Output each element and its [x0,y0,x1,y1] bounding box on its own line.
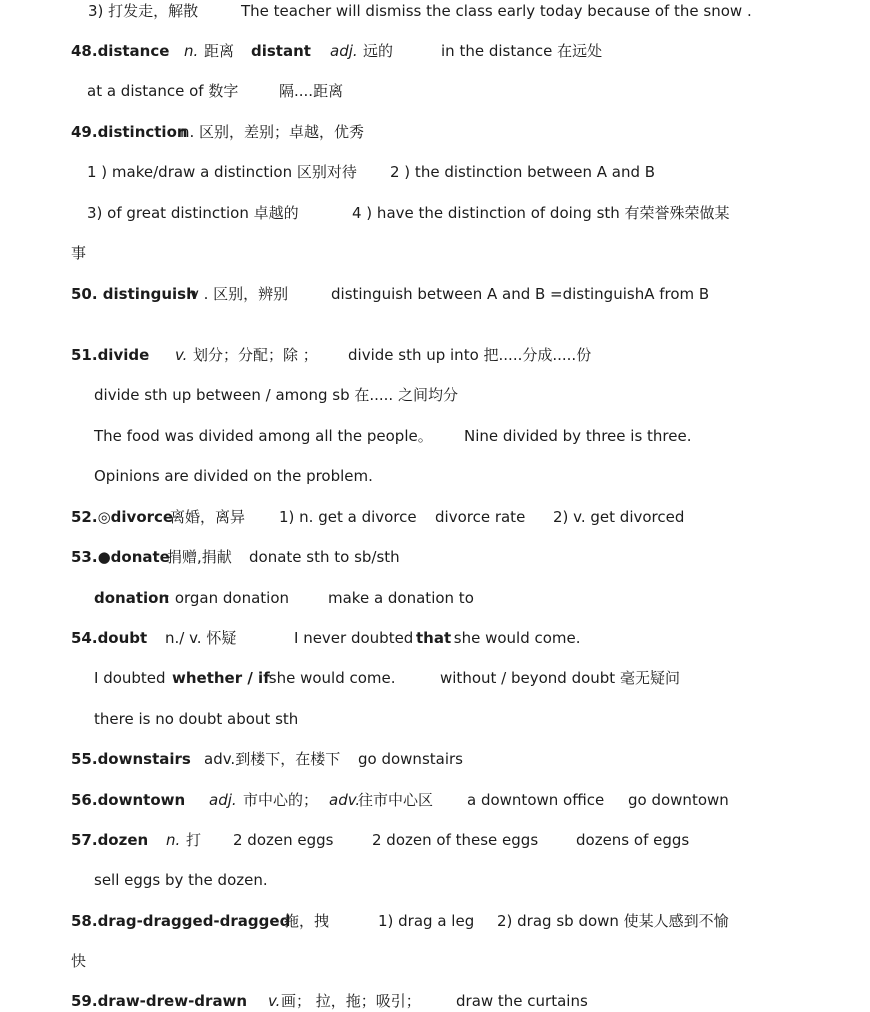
phrase: in the distance 在远处 [441,42,603,60]
related-word: distant [251,42,311,60]
phrase: divide sth up between / among sb 在..... 之间均分 [94,386,458,404]
definition: 捐赠,捐献 [167,548,232,566]
keyword: that [416,629,452,647]
entry-headword: 49.distinction [71,123,188,141]
phrase: : organ donation [165,589,290,607]
part-of-speech: n. [184,42,199,60]
entry-headword: 57.dozen [71,831,149,849]
definition: v . 区别，辨别 [190,285,289,303]
definition: 往市中心区 [358,791,434,809]
example-sentence: she would come. [264,669,396,687]
phrase: 1 ) make/draw a distinction 区别对待 [87,163,357,181]
phrase: donate sth to sb/sth [249,548,400,566]
phrase: at a distance of 数字 [87,82,239,100]
phrase: distinguish between A and B =distinguishA from B [331,285,710,303]
entry-headword: 53.●donate [71,548,170,566]
entry-headword: 50. distinguish [71,285,197,303]
example-sentence: Nine divided by three is three. [464,427,692,445]
phrase: 2) drag sb down 使某人感到不愉 [497,912,729,930]
phrase: divorce rate [435,508,526,526]
phrase: a downtown office [467,791,605,809]
phrase: 4 ) have the distinction of doing sth 有荣誉殊荣做某 [352,204,730,222]
phrase: 2 ) the distinction between A and B [390,163,656,181]
definition: n./ v. 怀疑 [165,629,237,647]
definition: 离婚，离异 [170,508,246,526]
definition: 市中心的； [243,791,319,809]
phrase: there is no doubt about sth [94,710,299,728]
phrase: 2) v. get divorced [553,508,685,526]
phrase: 2 dozen of these eggs [372,831,539,849]
part-of-speech: adv. [329,791,361,809]
phrase: dozens of eggs [576,831,690,849]
entry-headword: 51.divide [71,346,150,364]
entry-headword: 56.downtown [71,791,186,809]
phrase: without / beyond doubt 毫无疑问 [440,669,680,687]
part-of-speech: adj. [330,42,358,60]
definition: n. 区别，差别；卓越，优秀 [180,123,365,141]
sense-text: 3) 打发走，解散 [88,2,199,20]
definition: 拖，拽 [284,912,330,930]
example-sentence: sell eggs by the dozen. [94,871,268,889]
phrase: go downstairs [358,750,463,768]
keyword: whether / if [172,669,270,687]
phrase: 1) drag a leg [378,912,475,930]
definition: 打 [186,831,202,849]
entry-headword: 54.doubt [71,629,148,647]
example-sentence: she would come. [449,629,581,647]
phrase: 事 [71,244,87,262]
example-sentence: The teacher will dismiss the class early today because of the snow . [241,2,752,20]
definition: adv.到楼下，在楼下 [204,750,341,768]
phrase: 2 dozen eggs [233,831,334,849]
phrase: 3) of great distinction 卓越的 [87,204,299,222]
entry-headword: 48.distance [71,42,170,60]
definition: 画； 拉，拖；吸引； [281,992,421,1010]
definition: 距离 [204,42,235,60]
entry-headword: 58.drag-dragged-dragged [71,912,291,930]
phrase: draw the curtains [456,992,588,1010]
related-word: donation [94,589,170,607]
part-of-speech: v. [175,346,188,364]
example-sentence: Opinions are divided on the problem. [94,467,373,485]
part-of-speech: v. [268,992,281,1010]
definition: 远的 [363,42,394,60]
phrase: make a donation to [328,589,474,607]
example-sentence: The food was divided among all the people。 [94,427,433,445]
phrase: 快 [71,952,87,970]
entry-headword: 52.◎divorce [71,508,174,526]
example-sentence: I never doubted [294,629,419,647]
part-of-speech: n. [166,831,181,849]
example-sentence: I doubted [94,669,171,687]
definition: 隔....距离 [279,82,344,100]
phrase: 1) n. get a divorce [279,508,417,526]
phrase: go downtown [628,791,729,809]
part-of-speech: adj. [209,791,237,809]
entry-headword: 55.downstairs [71,750,191,768]
entry-headword: 59.draw-drew-drawn [71,992,248,1010]
phrase: divide sth up into 把.....分成.....份 [348,346,592,364]
definition: 划分；分配；除 ； [193,346,318,364]
